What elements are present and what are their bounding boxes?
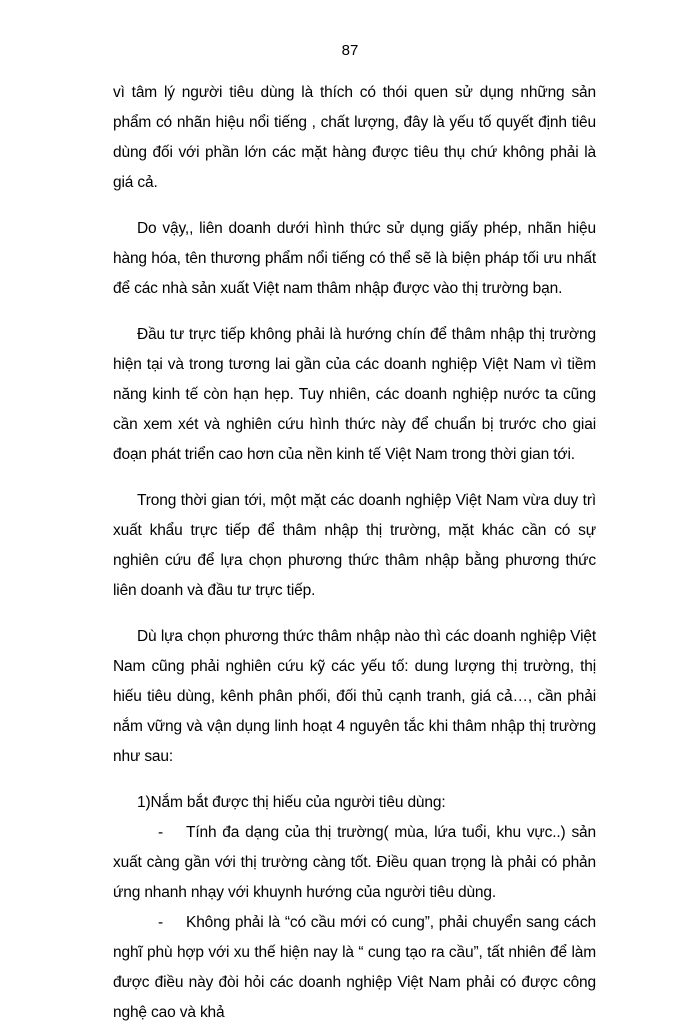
paragraph-licensing: Do vậy,, liên doanh dưới hình thức sử dụng giấy phép, nhãn hiệu hàng hóa, tên thương phẩm nổi tiếng có thể sẽ là biện pháp tối ưu nhất để các nhà sản xuất Việt nam thâm nhập được vào thị trường bạn. — [113, 220, 596, 297]
bullet-text: Tính đa dạng của thị trường( mùa, lứa tuổi, khu vực..) sản xuất càng gần với thị trường càng tốt. Điều quan trọng là phải có phản ứng nhanh nhạy với khuynh hướng của người tiêu dùng. — [113, 824, 596, 901]
paragraph-market-factors: Dù lựa chọn phương thức thâm nhập nào thì các doanh nghiệp Việt Nam cũng phải nghiên cứu kỹ các yếu tố: dung lượng thị trường, thị hiếu tiêu dùng, kênh phân phối, đối thủ cạnh tranh, giá cả…, cần phải nắm vững và vận dụng linh hoạt 4 nguyên tắc khi thâm nhập thị trường như sau: — [113, 628, 596, 765]
paragraph-future-strategy: Trong thời gian tới, một mặt các doanh nghiệp Việt Nam vừa duy trì xuất khẩu trực tiếp để thâm nhập thị trường, mặt khác cần có sự nghiên cứu để lựa chọn phương thức thâm nhập bằng phương thức liên doanh và đầu tư trực tiếp. — [113, 492, 596, 599]
bullet-item — [113, 908, 596, 1028]
body-text — [113, 78, 596, 1028]
page-number: 87 — [341, 42, 359, 59]
paragraph-continuation: vì tâm lý người tiêu dùng là thích có thói quen sử dụng những sản phẩm có nhãn hiệu nổi tiếng , chất lượng, đây là yếu tố quyết định tiêu dùng đối với phần lớn các mặt hàng được tiêu thụ chứ không phải là giá cả. — [113, 84, 596, 191]
bullet-dash: - — [158, 914, 164, 931]
bullet-item — [113, 818, 596, 908]
bullet-dash: - — [158, 824, 164, 841]
numbered-heading-consumer-taste: 1)Nắm bắt được thị hiếu của người tiêu dùng: — [137, 794, 446, 811]
paragraph-direct-investment: Đầu tư trực tiếp không phải là hướng chín để thâm nhập thị trường hiện tại và trong tương lai gần của các doanh nghiệp Việt Nam vì tiềm năng kinh tế còn hạn hẹp. Tuy nhiên, các doanh nghiệp nước ta cũng cần xem xét và nghiên cứu hình thức này để chuẩn bị trước cho giai đoạn phát triển cao hơn của nền kinh tế Việt Nam trong thời gian tới. — [113, 326, 596, 463]
bullet-text: Không phải là “có cầu mới có cung”, phải chuyển sang cách nghĩ phù hợp với xu thế hiện nay là “ cung tạo ra cầu”, tất nhiên để làm được điều này đòi hỏi các doanh nghiệp Việt Nam phải có được công nghệ cao và khả — [113, 914, 596, 1021]
